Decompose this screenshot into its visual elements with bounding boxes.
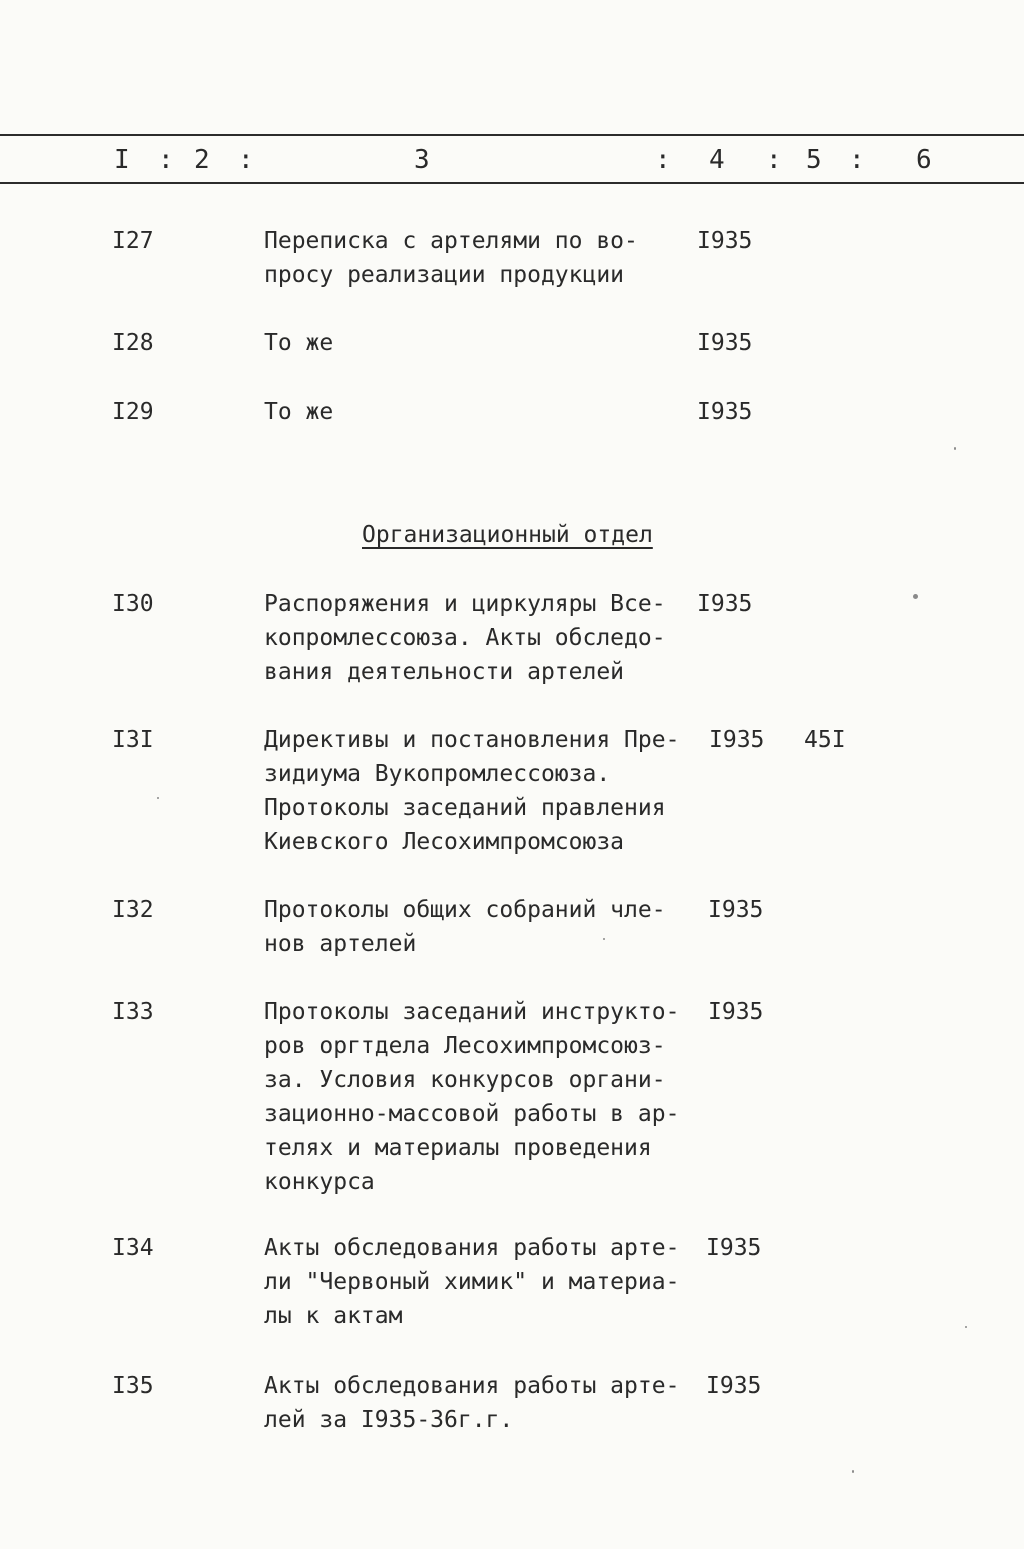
entry-description-line: Акты обследования работы арте- [264, 1235, 680, 1261]
entry-description-line: лей за I935-36г.г. [264, 1407, 514, 1433]
scan-speck [603, 938, 605, 940]
entry-number: I35 [112, 1373, 154, 1399]
entry-description-line: ров оргтдела Лесохимпромсоюз- [264, 1033, 666, 1059]
entry-description [264, 995, 679, 1199]
entry-description [264, 1369, 679, 1437]
header-col-6: 6 [916, 145, 932, 175]
entry-number: I3I [112, 727, 154, 753]
header-top-rule [0, 134, 1024, 136]
entry-description-line: То же [264, 330, 334, 356]
entry-description-line: Акты обследования работы арте- [264, 1373, 680, 1399]
entry-year: I935 [697, 228, 753, 254]
entry-year: I935 [697, 591, 753, 617]
entry-description [264, 224, 638, 292]
entry-description-line: зидиума Вукопромлессоюза. [264, 761, 611, 787]
entry-description [264, 1231, 679, 1333]
header-col-1: I [114, 145, 130, 175]
entry-description-line: Переписка с артелями по во- [264, 228, 638, 254]
header-bottom-rule [0, 182, 1024, 184]
entry-number: I33 [112, 999, 154, 1025]
entry-year: I935 [708, 897, 764, 923]
entry-description [264, 326, 333, 360]
entry-number: I27 [112, 228, 154, 254]
entry-number: I34 [112, 1235, 154, 1261]
header-separator: : [238, 145, 254, 175]
entry-number: I30 [112, 591, 154, 617]
entry-description-line: Протоколы заседаний правления [264, 795, 666, 821]
entry-description-line: Директивы и постановления Пре- [264, 727, 680, 753]
entry-description [264, 723, 679, 859]
entry-description-line: Распоряжения и циркуляры Все- [264, 591, 666, 617]
entry-number: I28 [112, 330, 154, 356]
entry-year: I935 [697, 330, 753, 356]
entry-description [264, 893, 666, 961]
entry-description [264, 587, 666, 689]
entry-description-line: То же [264, 399, 334, 425]
entry-description-line: Киевского Лесохимпромсоюза [264, 829, 625, 855]
entry-year: I935 [708, 999, 764, 1025]
entry-description-line: конкурса [264, 1169, 375, 1195]
header-col-2: 2 [194, 145, 210, 175]
entry-year: I935 [706, 1373, 762, 1399]
header-separator: : [849, 145, 865, 175]
scan-speck [852, 1470, 854, 1473]
header-col-5: 5 [806, 145, 822, 175]
entry-year: I935 [697, 399, 753, 425]
entry-description-line: Протоколы заседаний инструкто- [264, 999, 680, 1025]
header-separator: : [158, 145, 174, 175]
entry-description-line: копромлессоюза. Акты обследо- [264, 625, 666, 651]
scan-speck [913, 594, 918, 599]
entry-number: I29 [112, 399, 154, 425]
entry-description-line: телях и материалы проведения [264, 1135, 652, 1161]
entry-description-line: вания деятельности артелей [264, 659, 625, 685]
entry-sheet-count: 45I [804, 727, 846, 753]
header-col-3: 3 [414, 145, 430, 175]
entry-description-line: за. Условия конкурсов органи- [264, 1067, 666, 1093]
section-heading: Организационный отдел [362, 522, 653, 548]
entry-description-line: ли "Червоный химик" и материа- [264, 1269, 680, 1295]
header-col-4: 4 [709, 145, 725, 175]
header-separator: : [655, 145, 671, 175]
entry-description-line: лы к актам [264, 1303, 403, 1329]
entry-description-line: Протоколы общих собраний чле- [264, 897, 666, 923]
header-separator: : [766, 145, 782, 175]
scan-speck [157, 797, 159, 799]
entry-year: I935 [709, 727, 765, 753]
scan-speck [954, 447, 956, 450]
scan-speck [965, 1326, 967, 1328]
entry-description-line: нов артелей [264, 931, 417, 957]
entry-description-line: просу реализации продукции [264, 262, 625, 288]
entry-description-line: зационно-массовой работы в ар- [264, 1101, 680, 1127]
entry-description [264, 395, 333, 429]
entry-year: I935 [706, 1235, 762, 1261]
entry-number: I32 [112, 897, 154, 923]
